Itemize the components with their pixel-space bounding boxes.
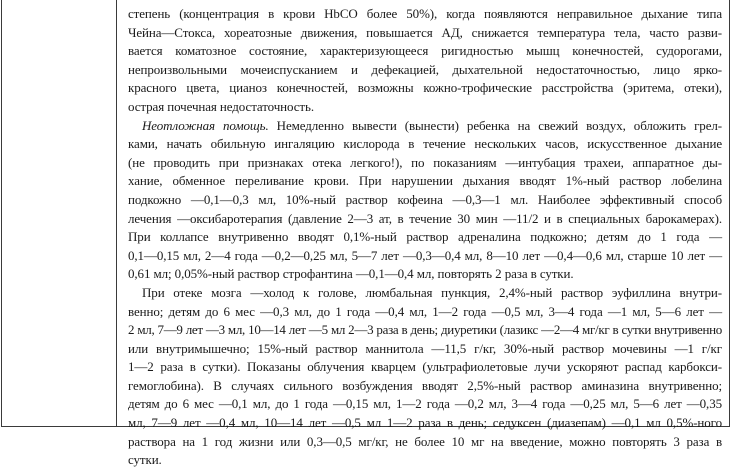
text-line: вается коматозное состояние, характеризующееся ригидностью мышц конечностей, судорогами, xyxy=(128,43,722,59)
text-line: (не проводить при признаках отека легкого!), по показаниям —интубация трахеи, аппаратное ды- xyxy=(128,154,722,170)
text-run: Немедленно вывести (вынести) ребенка на свежий воздух, обложить грел- xyxy=(268,117,722,133)
text-line: детям до 6 мес —0,1 мл, до 1 года —0,15 мл, 1—2 года —0,2 мл, 3—4 года —0,25 мл, 5—6 лет —0,35 xyxy=(128,396,722,412)
text-line: лечения —оксибаротерапия (давление 2—3 ат, в течение 30 мин —11/2 и в специальных барокамерах). xyxy=(128,210,722,226)
paragraph-emergency-care xyxy=(128,117,722,284)
text-line: степень (концентрация в крови HbCO более 50%), когда появляются неправильное дыхание типа xyxy=(128,6,722,21)
text-line: 0,61 мл; 0,05%-ный раствор строфантина —0,1—0,4 мл, повторять 2 раза в сутки. xyxy=(128,266,574,282)
column-divider xyxy=(116,0,117,427)
text-line: сутки. xyxy=(128,452,162,468)
text-line: красного цвета, цианоз конечностей, возможны кожно-трофические расстройства (эритема, отеки), xyxy=(128,80,722,96)
text-line: венно; детям до 6 мес —0,3 мл, до 1 года —0,4 мл, 1—2 года —0,5 мл, 3—4 года —1 мл, 5—6 лет — xyxy=(128,303,722,319)
paragraph-cerebral-edema xyxy=(128,284,722,470)
paragraph-coma-symptoms xyxy=(128,5,722,117)
text-line: раствора на 1 год жизни или 0,3—0,5 мг/кг, не более 10 мг на введение, можно повторять 3 раза в xyxy=(128,433,722,449)
text-line: или внутримышечно; 15%-ный раствор маннитола —11,5 г/кг, 30%-ный раствор мочевины —1 г/кг xyxy=(128,340,722,356)
text-line: мл, 7—9 лет —0,4 мл, 10—14 лет —0,5 мл 1—2 раза в день; седуксен (диазепам) —0,1 мл 0,5%-ного xyxy=(128,415,722,431)
content-cell xyxy=(128,5,722,470)
text-line: непроизвольными мочеиспусканием и дефекацией, дыхательной недостаточностью, лицо ярко- xyxy=(128,61,722,77)
text-line: подкожно —0,1—0,3 мл, 10%-ный раствор кофеина —0,3—1 мл. Наиболее эффективный способ xyxy=(128,191,722,207)
text-line: ками, начать обильную ингаляцию кислорода в течение нескольких часов, искусственное дыхание xyxy=(128,136,722,152)
text-line: хание, обменное переливание крови. При нарушении дыхания вводят 1%-ный раствор лобелина xyxy=(128,173,722,189)
text-line: При отеке мозга —холод к голове, люмбальная пункция, 2,4%-ный раствор эуфиллина внутри- xyxy=(142,284,722,300)
text-line: При коллапсе внутривенно вводят 0,1%-ный раствор адреналина подкожно; детям до 1 года — xyxy=(128,229,722,245)
text-line: гемоглобина). В случаях сильного возбуждения вводят 2,5%-ный раствор аминазина внутривенно; xyxy=(128,377,722,393)
text-line xyxy=(128,117,722,136)
text-line: острая почечная недостаточность. xyxy=(128,98,314,114)
text-line: Чейна—Стокса, хореатозные движения, повышается АД, снижается температура тела, часто разви- xyxy=(128,24,722,40)
emergency-care-heading: Неотложная помощь. xyxy=(142,117,269,133)
text-line: 0,1—0,15 мл, 2—4 года —0,2—0,25 мл, 5—7 лет —0,3—0,4 мл, 8—10 лет —0,4—0,6 мл, старше 10 лет — xyxy=(128,247,722,263)
text-line: 2 мл, 7—9 лет —3 мл, 10—14 лет —5 мл 2—3 раза в день; диуретики (лазикс —2—4 мг/кг в сутки внутривенно xyxy=(128,322,722,338)
text-line: 1—2 раза в сутки). Показаны облучения кварцем (ультрафиолетовые лучи ускоряют распад карбокси- xyxy=(128,359,722,375)
